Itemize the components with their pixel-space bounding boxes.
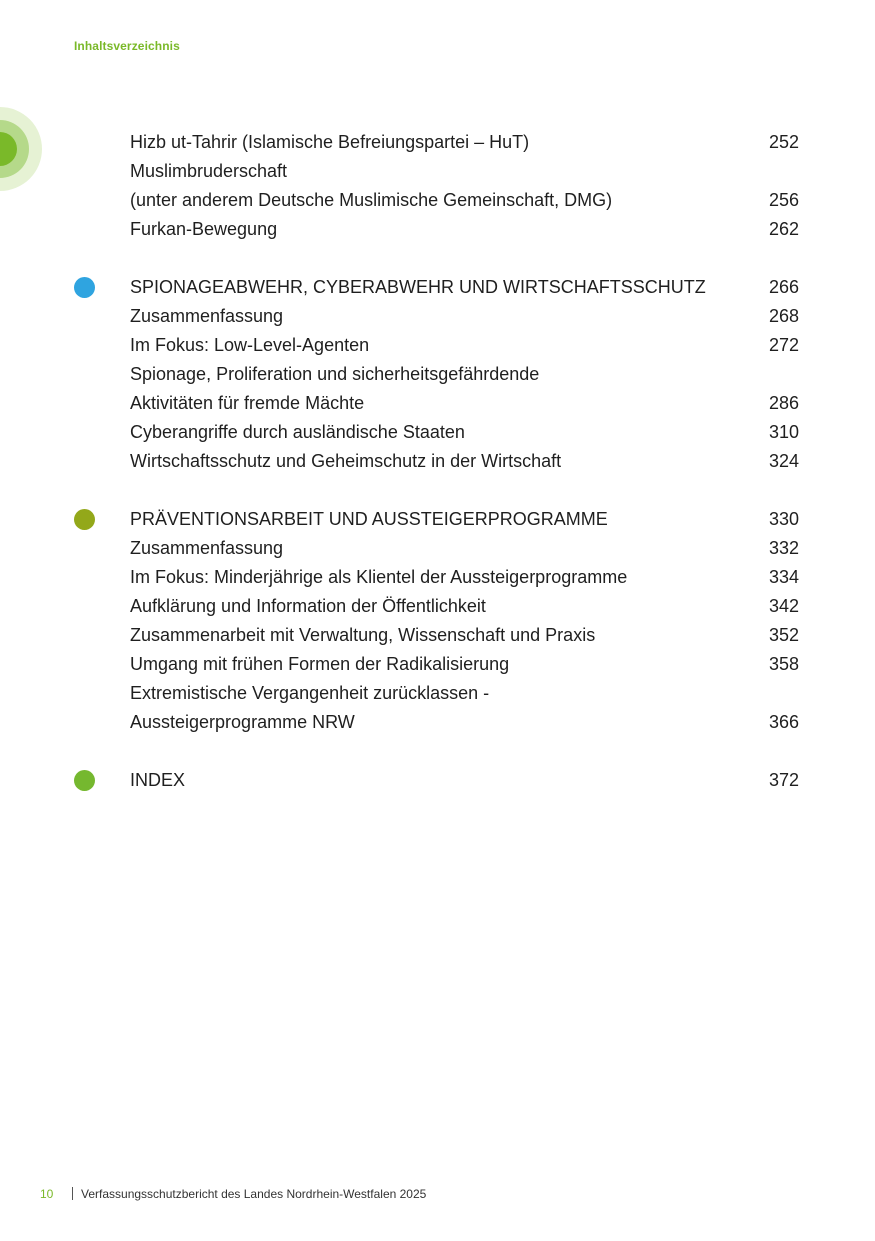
footer-divider	[72, 1187, 73, 1200]
toc-entry-title: Spionage, Proliferation und sicherheitsgefährdende	[130, 364, 540, 384]
toc-entry-page: 272	[768, 335, 799, 355]
toc-entry-title: Aktivitäten für fremde Mächte	[130, 393, 365, 413]
toc-entry[interactable]	[0, 534, 875, 563]
toc-entry[interactable]	[0, 331, 875, 360]
toc-entry[interactable]	[0, 128, 875, 157]
toc-entry-page: 330	[768, 509, 799, 529]
toc-entry[interactable]	[0, 592, 875, 621]
toc-entry-page: 266	[768, 277, 799, 297]
section-bullet-icon	[74, 770, 95, 791]
section-gap	[0, 737, 875, 766]
toc-entry-page: 352	[768, 625, 799, 645]
toc-entry[interactable]	[0, 621, 875, 650]
table-of-contents	[0, 128, 875, 795]
page-footer	[0, 1185, 875, 1203]
section-gap	[0, 244, 875, 273]
toc-entry-title: Cyberangriffe durch ausländische Staaten	[130, 422, 465, 442]
toc-entry-title: Zusammenfassung	[130, 538, 284, 558]
toc-entry-page: 332	[768, 538, 799, 558]
toc-entry[interactable]	[0, 215, 875, 244]
toc-entry-title: Hizb ut-Tahrir (Islamische Befreiungspartei – HuT)	[130, 132, 530, 152]
toc-entry[interactable]	[0, 418, 875, 447]
toc-entry-title: Im Fokus: Minderjährige als Klientel der Aussteigerprogramme	[130, 567, 628, 587]
toc-entry-page: 334	[768, 567, 799, 587]
toc-entry-title: SPIONAGEABWEHR, CYBERABWEHR UND WIRTSCHAFTSSCHUTZ	[130, 277, 706, 297]
toc-entry[interactable]	[0, 360, 875, 389]
toc-entry-page: 310	[768, 422, 799, 442]
toc-entry[interactable]	[0, 389, 875, 418]
toc-entry-title: Wirtschaftsschutz und Geheimschutz in der Wirtschaft	[130, 451, 562, 471]
toc-entry-title: Aufklärung und Information der Öffentlichkeit	[130, 596, 486, 616]
toc-entry-title: Zusammenarbeit mit Verwaltung, Wissenschaft und Praxis	[130, 625, 596, 645]
toc-entry-title: Umgang mit frühen Formen der Radikalisierung	[130, 654, 510, 674]
toc-entry-page: 342	[768, 596, 799, 616]
footer-report-title: Verfassungsschutzbericht des Landes Nordrhein-Westfalen 2025	[81, 1187, 427, 1201]
toc-entry-title: (unter anderem Deutsche Muslimische Gemeinschaft, DMG)	[130, 190, 613, 210]
toc-entry[interactable]	[0, 157, 875, 186]
toc-entry-page: 286	[768, 393, 799, 413]
toc-entry-page: 372	[768, 770, 799, 790]
toc-entry-page: 366	[768, 712, 799, 732]
toc-entry[interactable]	[0, 302, 875, 331]
section-gap	[0, 476, 875, 505]
toc-section-heading[interactable]	[0, 766, 875, 795]
toc-section-heading[interactable]	[0, 505, 875, 534]
toc-entry-title: INDEX	[130, 770, 186, 790]
toc-entry-title: Extremistische Vergangenheit zurücklassen -	[130, 683, 490, 703]
toc-entry-page: 268	[768, 306, 799, 326]
toc-entry-title: PRÄVENTIONSARBEIT UND AUSSTEIGERPROGRAMME	[130, 509, 608, 529]
toc-entry-page: 262	[768, 219, 799, 239]
section-bullet-icon	[74, 509, 95, 530]
toc-entry[interactable]	[0, 650, 875, 679]
toc-entry-title: Muslimbruderschaft	[130, 161, 288, 181]
toc-entry[interactable]	[0, 708, 875, 737]
toc-entry-page: 324	[768, 451, 799, 471]
toc-entry[interactable]	[0, 186, 875, 215]
toc-entry-title: Zusammenfassung	[130, 306, 284, 326]
toc-entry[interactable]	[0, 679, 875, 708]
footer-page-number: 10	[40, 1187, 54, 1201]
toc-entry-title: Im Fokus: Low-Level-Agenten	[130, 335, 370, 355]
toc-entry-page: 358	[768, 654, 799, 674]
page-header-title: Inhaltsverzeichnis	[74, 39, 180, 53]
toc-entry-page: 252	[768, 132, 799, 152]
toc-entry-title: Aussteigerprogramme NRW	[130, 712, 355, 732]
toc-entry[interactable]	[0, 447, 875, 476]
toc-entry-title: Furkan-Bewegung	[130, 219, 278, 239]
toc-entry-page: 256	[768, 190, 799, 210]
toc-entry[interactable]	[0, 563, 875, 592]
section-bullet-icon	[74, 277, 95, 298]
toc-section-heading[interactable]	[0, 273, 875, 302]
